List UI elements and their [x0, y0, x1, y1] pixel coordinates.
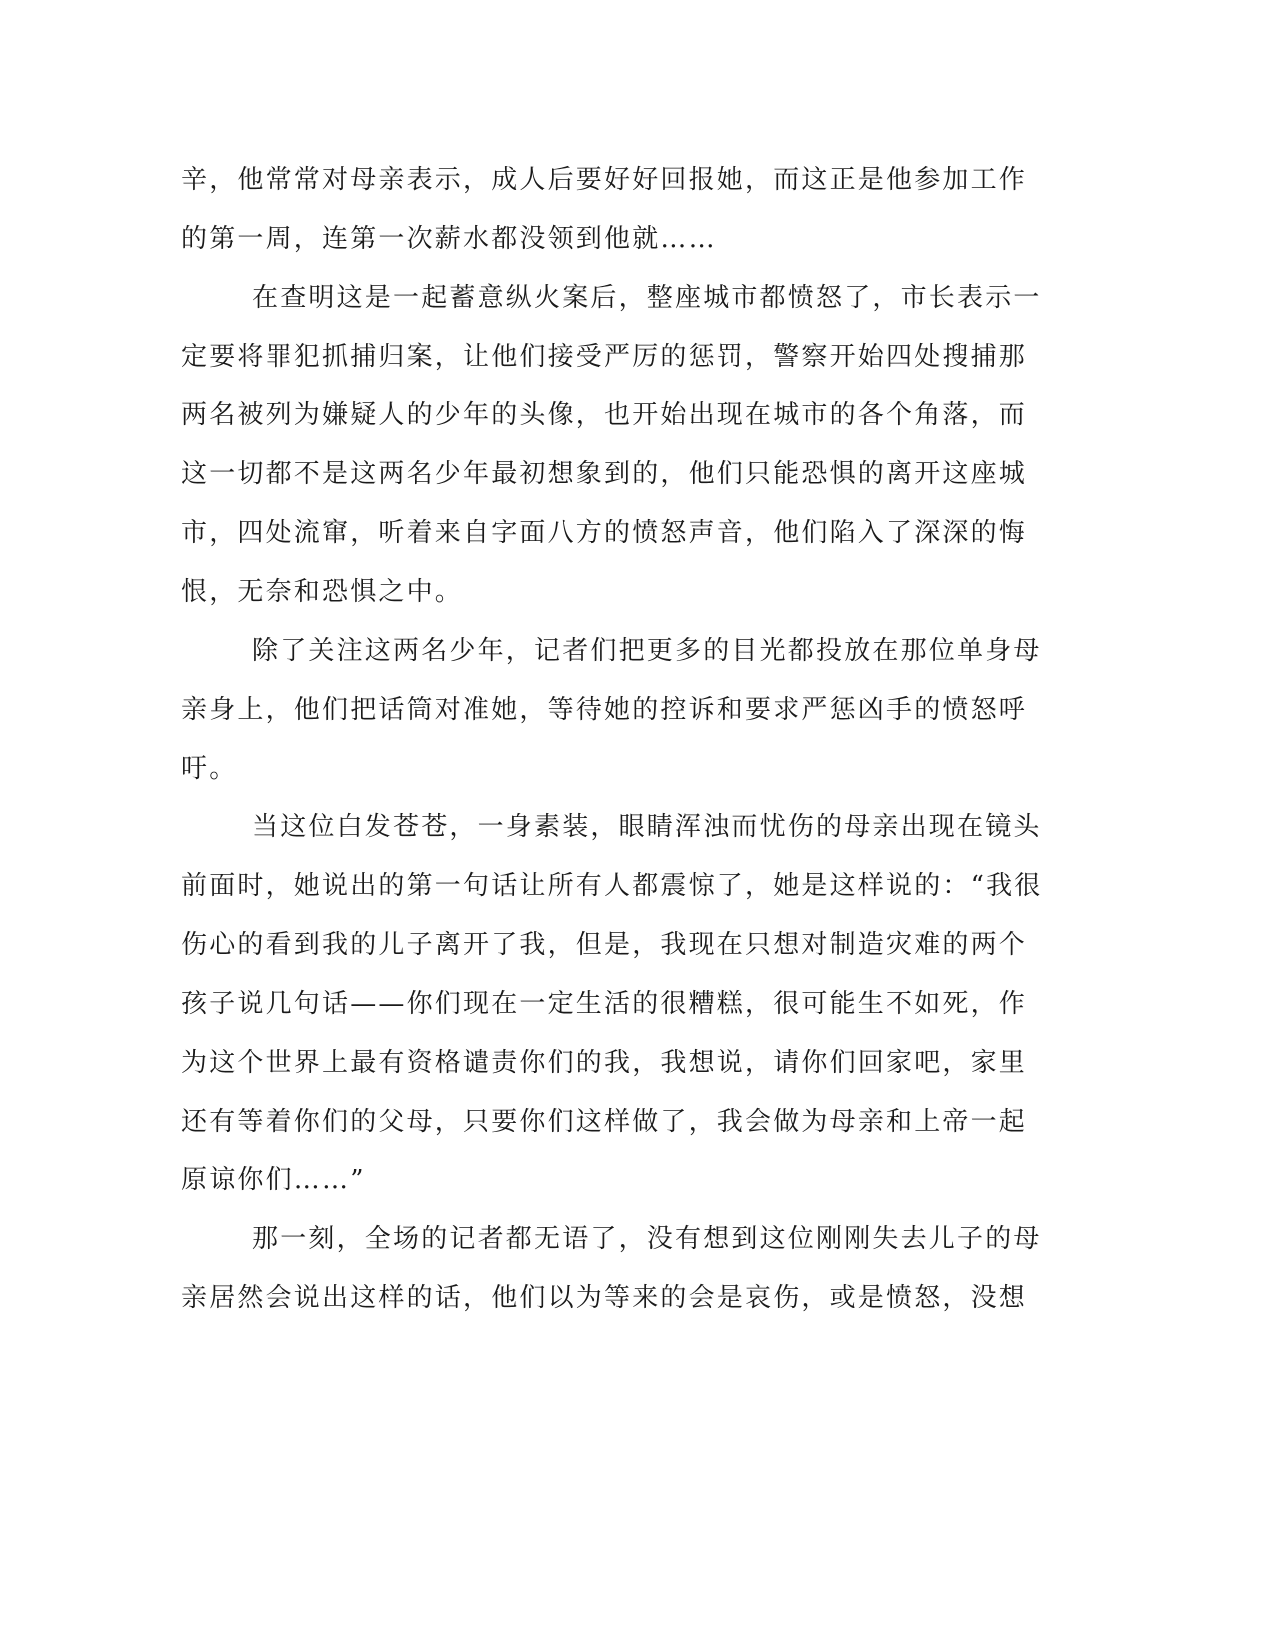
text-line: 当这位白发苍苍，一身素装，眼睛浑浊而忧伤的母亲出现在镜头	[252, 812, 1042, 843]
text-line: 亲身上，他们把话筒对准她，等待她的控诉和要求严惩凶手的愤怒呼	[181, 694, 1028, 725]
text-line: 恨，无奈和恐惧之中。	[181, 576, 464, 607]
text-line: 亲居然会说出这样的话，他们以为等来的会是哀伤，或是愤怒，没想	[181, 1283, 1028, 1314]
text-line: 吁。	[181, 753, 238, 784]
text-line: 的第一周，连第一次薪水都没领到他就……	[181, 223, 717, 254]
text-line: 前面时，她说出的第一句话让所有人都震惊了，她是这样说的：“我很	[181, 871, 1043, 902]
text-line: 定要将罪犯抓捕归案，让他们接受严厉的惩罚，警察开始四处搜捕那	[181, 341, 1028, 372]
text-line: 原谅你们……”	[181, 1165, 366, 1196]
text-line: 市，四处流窜，听着来自字面八方的愤怒声音，他们陷入了深深的悔	[181, 518, 1028, 549]
text-line: 在查明这是一起蓄意纵火案后，整座城市都愤怒了，市长表示一	[252, 282, 1042, 313]
text-line: 这一切都不是这两名少年最初想象到的，他们只能恐惧的离开这座城	[181, 459, 1028, 490]
text-line: 还有等着你们的父母，只要你们这样做了，我会做为母亲和上帝一起	[181, 1106, 1028, 1137]
text-line: 为这个世界上最有资格谴责你们的我，我想说，请你们回家吧，家里	[181, 1047, 1028, 1078]
text-line: 孩子说几句话——你们现在一定生活的很糟糕，很可能生不如死，作	[181, 988, 1028, 1019]
text-line: 两名被列为嫌疑人的少年的头像，也开始出现在城市的各个角落，而	[181, 400, 1028, 431]
text-line: 那一刻，全场的记者都无语了，没有想到这位刚刚失去儿子的母	[252, 1224, 1042, 1255]
text-line: 辛，他常常对母亲表示，成人后要好好回报她，而这正是他参加工作	[181, 165, 1028, 195]
text-line: 除了关注这两名少年，记者们把更多的目光都投放在那位单身母	[252, 635, 1042, 666]
text-line: 伤心的看到我的儿子离开了我，但是，我现在只想对制造灾难的两个	[181, 930, 1028, 961]
